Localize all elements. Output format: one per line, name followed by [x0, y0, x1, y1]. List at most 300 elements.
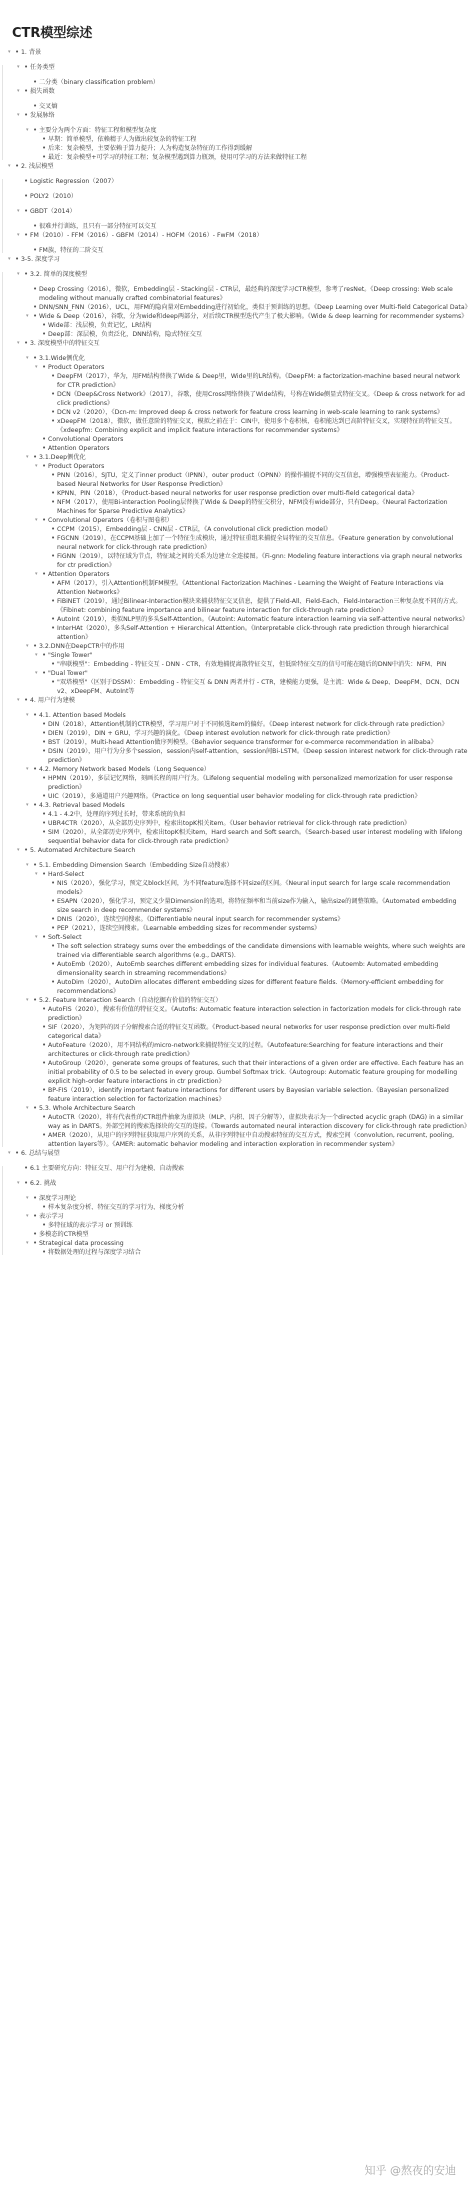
- bullet-icon: •: [51, 624, 56, 632]
- bullet-icon: •: [42, 1059, 47, 1067]
- outline-item-text: 多模态的CTR模型: [39, 1231, 89, 1238]
- outline-item: [0, 669, 474, 678]
- outline-item: [0, 1221, 474, 1230]
- collapse-toggle-icon[interactable]: ▾: [17, 847, 20, 853]
- outline-children: [0, 660, 474, 669]
- outline-item-text: Convolutional Operators: [48, 436, 124, 443]
- outline-item: [0, 933, 474, 942]
- collapse-toggle-icon[interactable]: ▾: [17, 64, 20, 70]
- outline-item: [0, 321, 474, 330]
- bullet-icon: •: [15, 1149, 20, 1157]
- outline-item-text: AutoFeature（2020），用不同结构的micro-network来捕捉特征交叉的过程。《Autofeature:Searching for feature interactions and their architectures or click-through rate prediction》: [48, 1042, 444, 1058]
- outline-item: [0, 126, 474, 135]
- outline-item: [0, 312, 474, 321]
- outline-children: [0, 711, 474, 846]
- collapse-toggle-icon[interactable]: ▾: [26, 127, 29, 133]
- bullet-icon: •: [42, 1113, 47, 1121]
- bullet-icon: •: [51, 915, 56, 923]
- outline-item-text: 后来：复杂模型，主要依赖于算力提升；人为构造复杂特征的工作得到缓解: [48, 145, 253, 152]
- outline-item-text: 3. 深度模型中的特征交互: [30, 340, 100, 347]
- outline-item: [0, 453, 474, 462]
- outline-item-text: Product Operators: [48, 364, 105, 371]
- outline-item: [0, 162, 474, 177]
- outline-item: [0, 246, 474, 255]
- bullet-icon: •: [51, 552, 56, 560]
- bullet-icon: •: [51, 942, 56, 950]
- outline-item-text: PNN（2016），SJTU，定义了inner product（IPNN），outer product（OPNN）的操作捕捉不同的交互信息，增强模型表征能力。《Product-based Neural Networks for User Response Prediction》: [57, 472, 450, 488]
- outline-item: [0, 696, 474, 711]
- outline-children: [0, 135, 474, 162]
- outline-children: [0, 1113, 474, 1149]
- outline-item: [0, 819, 474, 828]
- outline-item: [0, 651, 474, 660]
- outline-item-text: 最近：复杂模型+可学习的特征工程；复杂模型遇到算力瓶颈，使用可学习的方法来做特征工程: [48, 154, 307, 161]
- outline-item-text: 5. Automated Architecture Search: [30, 847, 136, 854]
- outline-item: [0, 660, 474, 669]
- outline-item-text: AFM（2017），引入Attention机制FM模型。《Attentional Factorization Machines - Learning the Weight of Feature Interactions via Attention Networks》: [57, 580, 444, 596]
- outline-item: [0, 498, 474, 516]
- outline-item-text: DNIS（2020），连续空间搜索。《Differentiable neural input search for recommender systems》: [57, 916, 344, 923]
- outline-item-text: 6.1 主要研究方向：特征交互、用户行为建模、自动搜索: [30, 1165, 185, 1172]
- bullet-icon: •: [33, 711, 38, 719]
- bullet-icon: •: [51, 408, 56, 416]
- outline-item-text: DIN（2018），Attention机制的CTR模型，学习用户对于不同候选item的偏好。《Deep interest network for click-through rate prediction》: [48, 721, 448, 728]
- outline-item: [0, 1086, 474, 1104]
- bullet-icon: •: [33, 285, 38, 293]
- outline-item: [0, 285, 474, 303]
- outline-children: [0, 354, 474, 696]
- outline-item: [0, 729, 474, 738]
- bullet-icon: •: [33, 861, 38, 869]
- outline-item-text: 6. 总结与展望: [21, 1150, 60, 1157]
- outline-children: [0, 1248, 474, 1257]
- outline-item-text: 5.2. Feature Interaction Search（自动挖掘有价值的特征交互）: [39, 997, 222, 1004]
- outline-item-text: UIC（2019），多通道用户兴趣网络。《Practice on long sequential user behavior modeling for click-through rate prediction》: [48, 793, 421, 800]
- outline-item-text: 4.3. Retrieval based Models: [39, 802, 125, 809]
- outline-item: [0, 828, 474, 846]
- collapse-toggle-icon[interactable]: ▾: [26, 1195, 29, 1201]
- collapse-toggle-icon[interactable]: ▾: [35, 652, 38, 658]
- outline-item-text: 3.1.Deep侧优化: [39, 454, 86, 461]
- collapse-toggle-icon[interactable]: ▾: [17, 697, 20, 703]
- outline-item-text: Deep Crossing（2016），微软，Embedding层 - Stacking层 - CTR层，最经典的深度学习CTR模型，参考了resNet。《Deep crossing: Web scale modeling without manually crafted combinatorial features》: [39, 286, 453, 302]
- outline-item-text: FiBiNET（2019），通过Bilinear-Interaction模块来捕获特征交叉信息，提供了Field-All、Field-Each、Field-Interaction三种复杂度不同的方式。《Fibinet: combining feature importance and bilinear feature interaction for click-through rate prediction》: [57, 598, 462, 614]
- outline-item-text: "Dual Tower": [48, 670, 88, 677]
- outline-item-text: FGCNN（2019），在CCPM基础上加了一个特征生成模块，通过特征重组来捕捉全局特征的交互信息。《Feature generation by convolutional neural network for click-through rate prediction》: [57, 535, 454, 551]
- outline-item-text: 很难并行训练，且只有一部分特征可以交互: [39, 223, 157, 230]
- bullet-icon: •: [24, 270, 29, 278]
- bullet-icon: •: [42, 144, 47, 152]
- bullet-icon: •: [51, 579, 56, 587]
- outline-item: [0, 747, 474, 765]
- outline-item-text: DNN/SNN_FNN（2016），UCL，用FM的隐向量对Embedding进行初始化，类似于预训练的思想。《Deep Learning over Multi-field Categorical Data》: [39, 304, 471, 311]
- outline-children: [0, 222, 474, 231]
- outline-item-text: 4.1. Attention based Models: [39, 712, 126, 719]
- outline-item: [0, 222, 474, 231]
- outline-item-text: 3.2. 简单的深度模型: [30, 271, 88, 278]
- outline-item-text: "串联模型"：Embedding - 特征交互 - DNN - CTR，有效地捕捉离散特征交互，但低阶特征交互的信号可能在随后的DNN中消失：NFM、PIN: [57, 661, 447, 668]
- outline-children: [0, 462, 474, 642]
- outline-item-text: CCPM（2015），Embedding层 - CNN层 - CTR层，《A convolutional click prediction model》: [57, 526, 332, 533]
- outline-item: [0, 720, 474, 729]
- bullet-icon: •: [51, 372, 56, 380]
- bullet-icon: •: [51, 417, 56, 425]
- bullet-icon: •: [42, 870, 47, 878]
- outline-item-text: Attention Operators: [48, 571, 110, 578]
- collapse-toggle-icon[interactable]: ▾: [17, 112, 20, 118]
- outline-item-text: UBR4CTR（2020），从全部历史序列中，检索出topK相关item。《User behavior retrieval for click-through rate prediction》: [48, 820, 411, 827]
- outline-item: [0, 765, 474, 774]
- bullet-icon: •: [51, 498, 56, 506]
- bullet-icon: •: [42, 1131, 47, 1139]
- bullet-icon: •: [33, 801, 38, 809]
- outline-item-text: 3-5. 深度学习: [21, 256, 60, 263]
- outline-item-text: AutoInt（2019），类似NLP里的多头Self-Attention。《Autoint: Automatic feature interaction learning via self-attentive neural networks》: [57, 616, 469, 623]
- outline-item-text: InterHAt（2020），多头Self-Attention + Hierarchical Attention。《Interpretable click-through rate prediction through hierarchical attention》: [57, 625, 449, 641]
- bullet-icon: •: [33, 78, 38, 86]
- outline-item-text: 3.1.Wide侧优化: [39, 355, 85, 362]
- outline-item: [0, 1203, 474, 1212]
- bullet-icon: •: [24, 846, 29, 854]
- outline-item-text: AutoCTR（2020），将有代表性的CTR组件抽象为虚拟块（MLP、内积、因子分解等），虚拟块表示为一个directed acyclic graph (DAG) in a similar way as in DARTS。外部空间的搜索选择块的交互的连接。《Towards automated neural interaction discovery for click-through rate prediction》: [48, 1114, 471, 1130]
- bullet-icon: •: [42, 321, 47, 329]
- bullet-icon: •: [51, 960, 56, 968]
- bullet-icon: •: [42, 1086, 47, 1094]
- outline-item-text: AMER（2020），从用户的序列特征获取用户序列的关系，从非序列特征中自动搜索特征的交互方式，搜索空间（convolution, recurrent, pooling, attention layers等）。《AMER: automatic behavior modeling and interaction exploration in recommender system》: [48, 1132, 455, 1148]
- bullet-icon: •: [42, 462, 47, 470]
- outline-item: [0, 408, 474, 417]
- collapse-toggle-icon[interactable]: ▾: [26, 802, 29, 808]
- bullet-icon: •: [24, 696, 29, 704]
- outline-item: [0, 354, 474, 363]
- bullet-icon: •: [15, 255, 20, 263]
- outline-children: [0, 471, 474, 516]
- outline-item-text: FM族，特征的二阶交互: [39, 247, 104, 254]
- outline-item: [0, 1113, 474, 1131]
- bullet-icon: •: [33, 126, 38, 134]
- bullet-icon: •: [42, 651, 47, 659]
- bullet-icon: •: [33, 1230, 38, 1238]
- outline-item: [0, 1041, 474, 1059]
- outline-item-text: 早期：简单模型，依赖精于人为做出较复杂的特征工程: [48, 136, 197, 143]
- outline-tree: [0, 48, 474, 1257]
- outline-item: [0, 738, 474, 747]
- bullet-icon: •: [33, 1194, 38, 1202]
- outline-item: [0, 861, 474, 870]
- collapse-toggle-icon[interactable]: ▾: [26, 766, 29, 772]
- collapse-toggle-icon[interactable]: ▾: [35, 364, 38, 370]
- outline-item: [0, 153, 474, 162]
- outline-item: [0, 390, 474, 408]
- outline-item-text: 3.2.DNN在DeepCTR中的作用: [39, 643, 125, 650]
- collapse-toggle-icon[interactable]: ▾: [26, 643, 29, 649]
- outline-item-text: DSIN（2019），用户行为分多个session，session内self-attention，session间Bi-LSTM。《Deep session interest network for click-through rate prediction》: [48, 748, 468, 764]
- outline-item-text: 5.3. Whole Architecture Search: [39, 1105, 136, 1112]
- outline-item-text: Deep部：深层模，负责泛化，DNN结构，隐式特征交互: [48, 331, 203, 338]
- bullet-icon: •: [33, 354, 38, 362]
- collapse-toggle-icon[interactable]: ▾: [17, 232, 20, 238]
- bullet-icon: •: [42, 1023, 47, 1031]
- outline-item: [0, 534, 474, 552]
- outline-item: [0, 144, 474, 153]
- outline-children: [0, 870, 474, 996]
- outline-children: [0, 102, 474, 111]
- bullet-icon: •: [42, 516, 47, 524]
- outline-item-text: 表示学习: [39, 1213, 64, 1220]
- outline-item-text: 损失函数: [30, 88, 55, 95]
- outline-item-text: DCN v2（2020），《Dcn-m: Improved deep & cross network for feature cross learning in web-scale learning to rank systems》: [57, 409, 444, 416]
- outline-item: [0, 489, 474, 498]
- outline-item: [0, 1149, 474, 1164]
- collapse-toggle-icon[interactable]: ▾: [35, 571, 38, 577]
- collapse-toggle-icon[interactable]: ▾: [26, 313, 29, 319]
- outline-children: [0, 126, 474, 162]
- outline-item: [0, 678, 474, 696]
- bullet-icon: •: [42, 153, 47, 161]
- collapse-toggle-icon[interactable]: ▾: [17, 208, 20, 214]
- bullet-icon: •: [33, 246, 38, 254]
- outline-item-text: "双塔模型"（区别于DSSM）：Embedding - 特征交互 & DNN 两者并行 - CTR，建模能力更强，是主流：Wide & Deep、DeepFM、DCN、DCN v2、xDeepFM、AutoInt等: [57, 679, 460, 695]
- outline-item-text: 发展脉络: [30, 112, 55, 119]
- bullet-icon: •: [42, 810, 47, 818]
- outline-item: [0, 897, 474, 915]
- collapse-toggle-icon[interactable]: ▾: [35, 517, 38, 523]
- outline-children: [0, 78, 474, 87]
- bullet-icon: •: [42, 747, 47, 755]
- bullet-icon: •: [42, 1203, 47, 1211]
- bullet-icon: •: [51, 489, 56, 497]
- outline-item-text: BST（2019），Multi-head Attention做序列模型。《Behavior sequence transformer for e-commerce recommendation in alibaba》: [48, 739, 437, 746]
- outline-item: [0, 1212, 474, 1221]
- bullet-icon: •: [42, 738, 47, 746]
- outline-item-text: 二分类（binary classification problem）: [39, 79, 160, 86]
- collapse-toggle-icon[interactable]: ▾: [26, 997, 29, 1003]
- bullet-icon: •: [24, 87, 29, 95]
- outline-children: [0, 678, 474, 696]
- outline-item-text: Convolutional Operators（卷积与图卷积）: [48, 517, 173, 524]
- bullet-icon: •: [51, 471, 56, 479]
- collapse-toggle-icon[interactable]: ▾: [26, 355, 29, 361]
- bullet-icon: •: [51, 597, 56, 605]
- outline-children: [0, 579, 474, 642]
- outline-item: [0, 1248, 474, 1257]
- outline-children: [0, 810, 474, 846]
- bullet-icon: •: [42, 828, 47, 836]
- outline-item: [0, 177, 474, 192]
- outline-children: [0, 285, 474, 339]
- outline-children: [0, 1164, 474, 1257]
- outline-item-text: FM（2010）- FFM（2016）- GBFM（2014）- HOFM（2016）- FwFM（2018）: [30, 232, 263, 239]
- outline-children: [0, 1221, 474, 1230]
- bullet-icon: •: [42, 435, 47, 443]
- bullet-icon: •: [42, 330, 47, 338]
- bullet-icon: •: [33, 303, 38, 311]
- outline-item: [0, 339, 474, 354]
- collapse-toggle-icon[interactable]: ▾: [35, 934, 38, 940]
- outline-item: [0, 78, 474, 87]
- bullet-icon: •: [24, 1179, 29, 1187]
- outline-children: [0, 774, 474, 801]
- bullet-icon: •: [24, 1164, 29, 1172]
- outline-item: [0, 471, 474, 489]
- bullet-icon: •: [33, 453, 38, 461]
- bullet-icon: •: [51, 660, 56, 668]
- outline-item-text: POLY2（2010）: [30, 193, 78, 200]
- outline-item-text: ESAPN（2020），强化学习，预定义少量Dimension的选项，将特征频率和当前size作为输入，输出size的调整策略。《Automated embedding size search in deep recommender systems》: [57, 898, 457, 914]
- bullet-icon: •: [15, 162, 20, 170]
- bullet-icon: •: [42, 1041, 47, 1049]
- outline-item: [0, 1104, 474, 1113]
- collapse-toggle-icon[interactable]: ▾: [8, 256, 11, 262]
- outline-item: [0, 444, 474, 453]
- outline-children: [0, 1203, 474, 1212]
- outline-item-text: DeepFM（2017），华为，用FM结构替换了Wide & Deep里，Wide里的LR结构。《DeepFM: a factorization-machine based neural network for CTR prediction》: [57, 373, 461, 389]
- outline-item: [0, 1005, 474, 1023]
- outline-item: [0, 435, 474, 444]
- outline-item-text: PEP（2021），连续空间搜索。《Learnable embedding sizes for recommender systems》: [57, 925, 321, 932]
- outline-item-text: Wide部：浅层模，负责记忆，LR结构: [48, 322, 152, 329]
- collapse-toggle-icon[interactable]: ▾: [8, 163, 11, 169]
- outline-item: [0, 996, 474, 1005]
- bullet-icon: •: [33, 102, 38, 110]
- outline-item-text: Attention Operators: [48, 445, 110, 452]
- outline-item: [0, 978, 474, 996]
- outline-item: [0, 915, 474, 924]
- outline-item: [0, 579, 474, 597]
- outline-item: [0, 207, 474, 222]
- outline-children: [0, 363, 474, 453]
- bullet-icon: •: [42, 570, 47, 578]
- outline-item-text: AutoFIS（2020），搜索有价值的特征交叉。《Autofis: Automatic feature interaction selection in factorization models for click-through rate prediction》: [48, 1006, 461, 1022]
- bullet-icon: •: [42, 444, 47, 452]
- outline-children: [0, 942, 474, 996]
- outline-children: [0, 372, 474, 435]
- outline-item: [0, 372, 474, 390]
- outline-item: [0, 231, 474, 246]
- collapse-toggle-icon[interactable]: ▾: [35, 871, 38, 877]
- outline-item: [0, 870, 474, 879]
- bullet-icon: •: [51, 924, 56, 932]
- bullet-icon: •: [33, 642, 38, 650]
- outline-item: [0, 642, 474, 651]
- outline-children: [0, 525, 474, 570]
- collapse-toggle-icon[interactable]: ▾: [35, 463, 38, 469]
- bullet-icon: •: [42, 792, 47, 800]
- outline-item-text: Wide & Deep（2016），谷歌，分为wide和deep两部分，对后续CTR模型迭代产生了极大影响。《Wide & deep learning for recommender systems》: [39, 313, 468, 320]
- bullet-icon: •: [42, 135, 47, 143]
- outline-item-text: FiGNN（2019），以特征域为节点，特征域之间的关系为边建立全连接图。《Fi-gnn: Modeling feature interactions via graph neural networks for ctr prediction》: [57, 553, 463, 569]
- collapse-toggle-icon[interactable]: ▾: [26, 712, 29, 718]
- bullet-icon: •: [51, 879, 56, 887]
- bullet-icon: •: [42, 669, 47, 677]
- outline-children: [0, 63, 474, 162]
- outline-item-text: 任务类型: [30, 64, 55, 71]
- outline-item: [0, 1179, 474, 1194]
- outline-item-text: Logistic Regression（2007）: [30, 178, 118, 185]
- collapse-toggle-icon[interactable]: ▾: [17, 88, 20, 94]
- bullet-icon: •: [33, 312, 38, 320]
- outline-item: [0, 1131, 474, 1149]
- outline-item-text: 6.2. 挑战: [30, 1180, 57, 1187]
- outline-item: [0, 87, 474, 102]
- outline-item-text: 4.2. Memory Network based Models（Long Sequence）: [39, 766, 210, 773]
- outline-item-text: DCN《Deep&Cross Network》（2017），谷歌，使用Cross网络替换了Wide结构，号称在Wide侧显式特征交叉。《Deep & cross network for ad click predictions》: [57, 391, 465, 407]
- collapse-toggle-icon[interactable]: ▾: [8, 49, 11, 55]
- collapse-toggle-icon[interactable]: ▾: [26, 862, 29, 868]
- outline-children: [0, 270, 474, 1149]
- outline-item: [0, 792, 474, 801]
- bullet-icon: •: [33, 222, 38, 230]
- bullet-icon: •: [51, 978, 56, 986]
- outline-item: [0, 879, 474, 897]
- outline-item-text: 将数据处理的过程与深度学习结合: [48, 1249, 141, 1256]
- collapse-toggle-icon[interactable]: ▾: [26, 1213, 29, 1219]
- outline-item: [0, 597, 474, 615]
- bullet-icon: •: [33, 996, 38, 1004]
- outline-item: [0, 1164, 474, 1179]
- outline-item-text: BP-FIS（2019），identify important feature interactions for different users by Bayesian variable selection.《Bayesian personalized feature interaction selection for factorization machines》: [48, 1087, 449, 1103]
- outline-item-text: SIF（2020），为矩阵的因子分解搜索合适的特征交互函数。《Product-based neural networks for user response prediction over multi-field categorical data》: [48, 1024, 450, 1040]
- bullet-icon: •: [24, 339, 29, 347]
- outline-item-text: 2. 浅层模型: [21, 163, 54, 170]
- outline-item: [0, 111, 474, 126]
- outline-item: [0, 1194, 474, 1203]
- bullet-icon: •: [42, 729, 47, 737]
- outline-item-text: 4. 用户行为建模: [30, 697, 75, 704]
- collapse-toggle-icon[interactable]: ▾: [17, 340, 20, 346]
- collapse-toggle-icon[interactable]: ▾: [35, 670, 38, 676]
- outline-item-text: "Single Tower": [48, 652, 93, 659]
- bullet-icon: •: [42, 1005, 47, 1013]
- outline-item-text: SIM（2020），从全部历史序列中，检索出topK相关item，Hard search and Soft search。《Search-based user interest modeling with lifelong sequential behavior data for click-through rate prediction》: [48, 829, 463, 845]
- page-title: CTR模型综述: [12, 26, 93, 41]
- collapse-toggle-icon[interactable]: ▾: [26, 1240, 29, 1246]
- bullet-icon: •: [33, 1104, 38, 1112]
- outline-item: [0, 135, 474, 144]
- outline-item-text: 多特征域的表示学习 or 预训练: [48, 1222, 133, 1229]
- bullet-icon: •: [42, 933, 47, 941]
- outline-item-text: Soft-Select: [48, 934, 82, 941]
- outline-item: [0, 363, 474, 372]
- outline-children: [0, 861, 474, 1149]
- bullet-icon: •: [51, 897, 56, 905]
- outline-children: [0, 177, 474, 255]
- bullet-icon: •: [42, 774, 47, 782]
- outline-item: [0, 1023, 474, 1041]
- collapse-toggle-icon[interactable]: ▾: [17, 1180, 20, 1186]
- collapse-toggle-icon[interactable]: ▾: [17, 271, 20, 277]
- bullet-icon: •: [42, 363, 47, 371]
- collapse-toggle-icon[interactable]: ▾: [8, 1150, 11, 1156]
- outline-item: [0, 711, 474, 720]
- outline-item: [0, 552, 474, 570]
- outline-item-text: AutoEmb（2020），AutoEmb searches different embedding sizes for individual features.《Autoemb: Automated embedding dimensionality search in streaming recommendations》: [57, 961, 439, 977]
- outline-item-text: 4.1 - 4.2中，处理的序列过长时，带来系统的负担: [48, 811, 186, 818]
- outline-item: [0, 255, 474, 270]
- outline-item: [0, 1230, 474, 1239]
- bullet-icon: •: [24, 192, 29, 200]
- collapse-toggle-icon[interactable]: ▾: [26, 454, 29, 460]
- outline-item: [0, 192, 474, 207]
- bullet-icon: •: [24, 177, 29, 185]
- outline-item-text: 样本复杂度分析、特征交互的学习行为、梯度分析: [48, 1204, 185, 1211]
- outline-item: [0, 330, 474, 339]
- outline-children: [0, 720, 474, 765]
- collapse-toggle-icon[interactable]: ▾: [26, 1105, 29, 1111]
- outline-item-text: 交叉熵: [39, 103, 58, 110]
- outline-item-text: KPNN、PIN（2018），《Product-based neural networks for user response prediction over multi-field categorical data》: [57, 490, 418, 497]
- outline-item: [0, 462, 474, 471]
